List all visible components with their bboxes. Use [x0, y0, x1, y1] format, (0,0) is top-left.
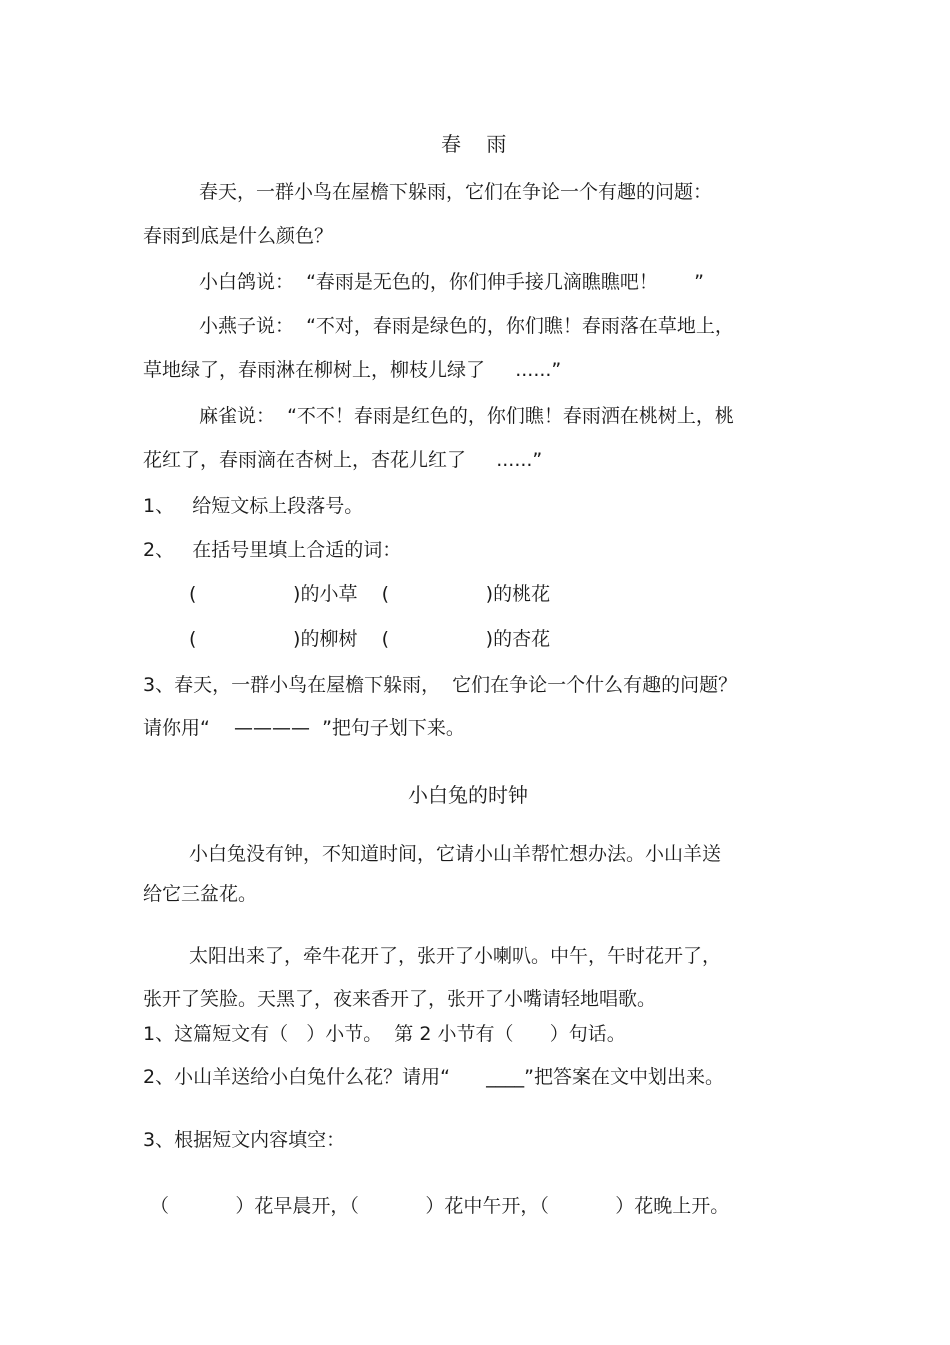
story1-paragraph4-line2: 花红了，春雨滴在杏树上，杏花儿红了 ......”: [143, 449, 543, 471]
story1-paragraph4-line1: 麻雀说： “不不！春雨是红色的，你们瞧！春雨洒在桃树上，桃: [199, 405, 734, 427]
story1-paragraph3-line2: 草地绿了，春雨淋在柳树上，柳枝儿绿了 ......”: [143, 359, 562, 381]
story2-question2: 2、小山羊送给小白兔什么花？请用“ ____”把答案在文中划出来。: [143, 1066, 725, 1088]
story2-paragraph1-line2: 给它三盆花。: [143, 883, 258, 905]
story1-question3-line1: 3、春天，一群小鸟在屋檐下躲雨， 它们在争论一个什么有趣的问题？: [143, 674, 738, 696]
story2-paragraph2-line2: 张开了笑脸。天黑了，夜来香开了，张开了小嘴请轻地唱歌。: [143, 988, 657, 1010]
story1-paragraph1-line2: 春雨到底是什么颜色？: [143, 225, 334, 247]
story1-question1: 1、 给短文标上段落号。: [143, 495, 364, 517]
story1-title: 春 雨: [441, 132, 507, 156]
story1-paragraph3-line1: 小燕子说： “不对，春雨是绿色的，你们瞧！春雨落在草地上，: [199, 315, 734, 337]
story1-question2-blanks-row1: ( )的小草 ( )的桃花: [189, 583, 551, 605]
story1-question2-blanks-row2: ( )的柳树 ( )的杏花: [189, 628, 551, 650]
story2-title: 小白兔的时钟: [408, 783, 528, 807]
story2-question3: 3、根据短文内容填空：: [143, 1129, 346, 1151]
story2-paragraph2-line1: 太阳出来了，牵牛花开了，张开了小喇叭。中午，午时花开了，: [189, 945, 722, 967]
story1-question2: 2、 在括号里填上合适的词：: [143, 539, 402, 561]
story1-paragraph1-line1: 春天，一群小鸟在屋檐下躲雨，它们在争论一个有趣的问题：: [199, 181, 713, 203]
story2-question3-blanks: （ ）花早晨开，（ ）花中午开，（ ）花晚上开。: [150, 1195, 730, 1217]
story1-question3-line2: 请你用“ ———— ”把句子划下来。: [143, 717, 465, 739]
story1-paragraph2: 小白鸽说： “春雨是无色的，你们伸手接几滴瞧瞧吧！ ”: [199, 271, 705, 293]
story2-paragraph1-line1: 小白兔没有钟，不知道时间，它请小山羊帮忙想办法。小山羊送: [189, 843, 722, 865]
story2-question1: 1、这篇短文有（ ）小节。 第 2 小节有（ ）句话。: [143, 1023, 626, 1045]
